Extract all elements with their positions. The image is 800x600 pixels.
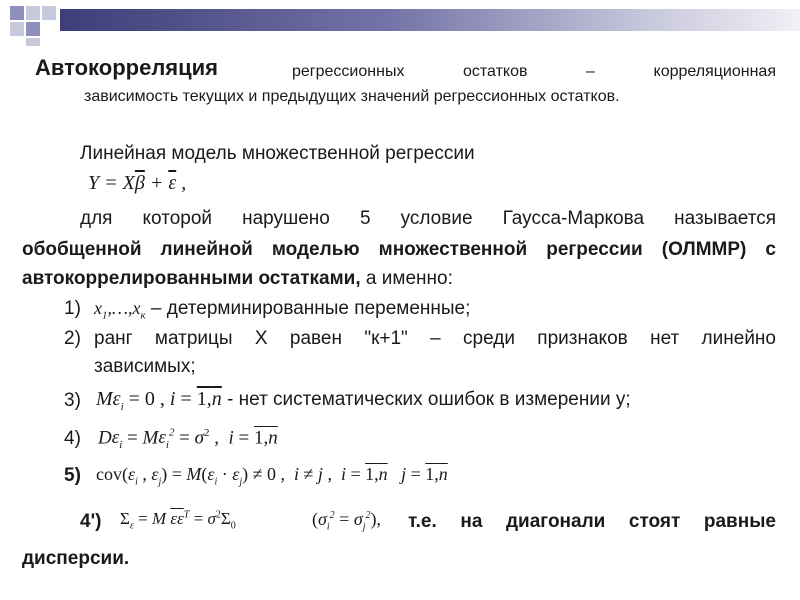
item-4prime-variance: $(\sigma_i^2 = \sigma_j^2)$, [312, 509, 381, 533]
item-4prime-text: т.е. на диагонали стоят равные [408, 511, 776, 532]
model-intro: Линейная модель множественной регрессии [80, 143, 475, 164]
para-line3 [22, 268, 453, 290]
item-2-line1: ранг матрицы X равен "к+1" – среди признаков нет линейно [94, 328, 776, 349]
para-line2: обобщенной линейной моделью множественной регрессии (ОЛММР) с [22, 239, 776, 260]
model-equation: $Y = X\overline{\beta} + \overline{\varepsilon}$ , [88, 172, 187, 194]
decor-square [26, 38, 40, 46]
item-4prime-num: 4') [80, 511, 102, 532]
item-4prime-formula: $\Sigma_\varepsilon = M$ $\overline{\varepsilon}\overline{\varepsilon}^T = \sigma^2\Sigma_0$ [120, 509, 236, 532]
slide-title: Автокорреляция [35, 55, 219, 80]
item-5-num: 5) [64, 465, 81, 486]
para-line1: для которой нарушено 5 условие Гаусса-Маркова называется [80, 208, 776, 229]
header-gradient-bar [60, 9, 800, 31]
item-1-num: 1) [64, 298, 81, 319]
item-3-line: $M\varepsilon_i = 0$ , i = 1,n - нет систематических ошибок в измерении y; [96, 388, 631, 413]
decor-square [42, 6, 56, 20]
item-2-line2: зависимых; [94, 356, 196, 377]
item-1-line: $x_1,\dots,x_к$ – детерминированные переменные; [94, 298, 471, 322]
title-rest: регрессионных остатков – корреляционная [292, 63, 776, 80]
item-4-num: 4) [64, 428, 81, 449]
item-4prime-line2: дисперсии. [22, 548, 130, 569]
item-2-num: 2) [64, 328, 81, 349]
title-line2: зависимость текущих и предыдущих значений регрессионных остатков. [84, 88, 620, 105]
item-3-text: - нет систематических ошибок в измерении y; [221, 389, 631, 410]
item-1-text: – детерминированные переменные; [145, 298, 471, 319]
decor-square [26, 6, 40, 20]
item-4-formula: $D\varepsilon_i = M\varepsilon_i^2 = \sigma^2$ , i = 1,n [98, 427, 278, 452]
para-line3-rest: а именно: [360, 268, 453, 289]
para-line3-bold: автокоррелированными остатками, [22, 268, 361, 289]
decor-square [10, 22, 24, 36]
decor-square [26, 22, 40, 36]
decor-square [10, 6, 24, 20]
item-3-num: 3) [64, 390, 81, 411]
slide-header-bar [0, 0, 800, 44]
item-5-formula: $cov(\varepsilon_i$ , $\varepsilon_j) = M(\varepsilon_i \cdot \varepsilon_j) \ne 0$ , i ≠ j , i = 1,n j = 1,n [96, 464, 448, 488]
